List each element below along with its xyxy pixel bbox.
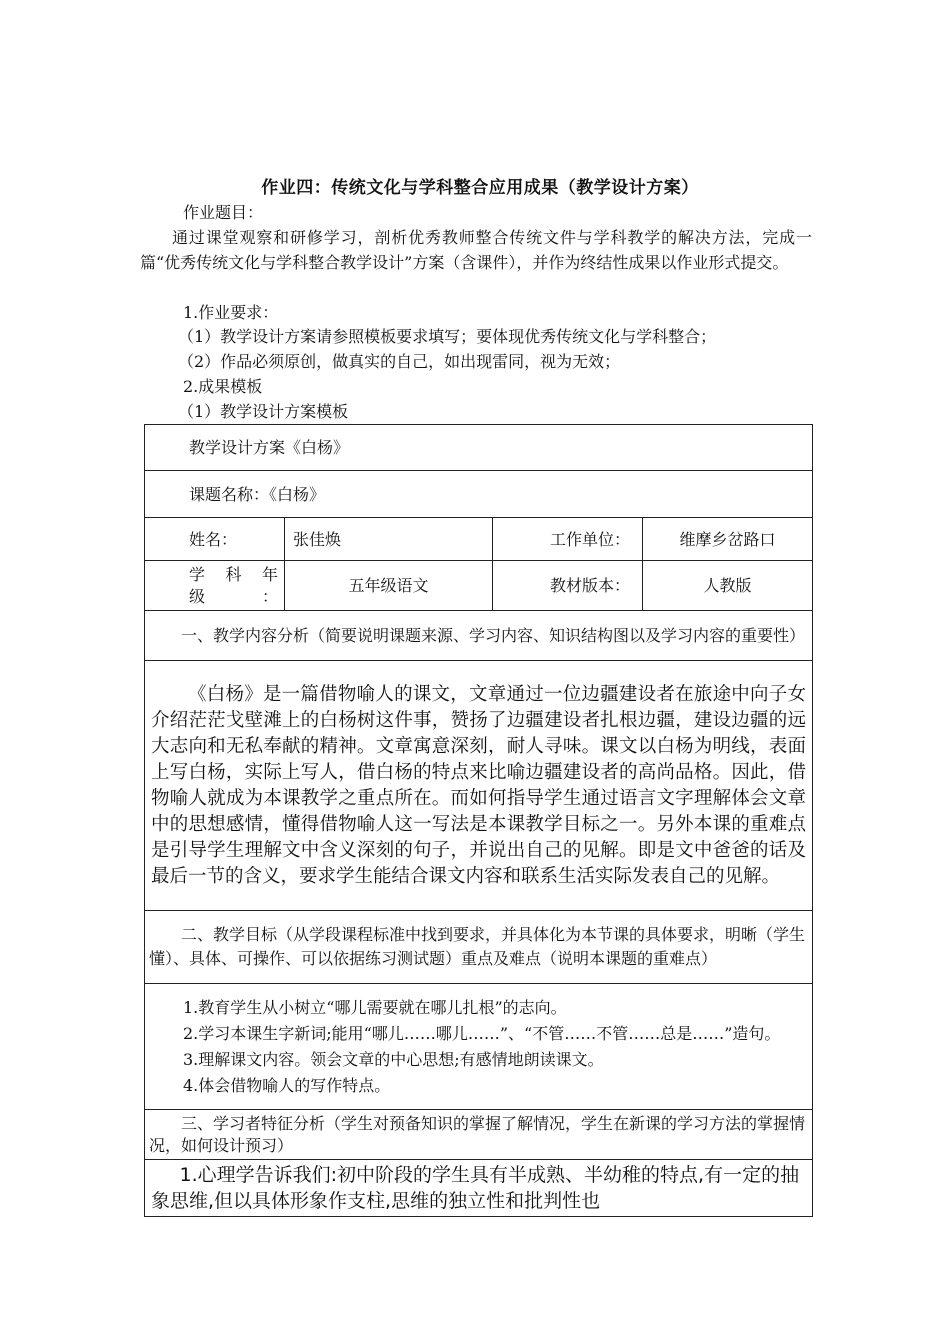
objective-item: 2.学习本课生字新词;能用“哪儿……哪儿……”、“不管……不管……总是……”造句。 bbox=[183, 1023, 781, 1043]
template-heading: 2.成果模板 bbox=[183, 377, 263, 396]
table-row bbox=[145, 984, 813, 1110]
objective-item: 4.体会借物喻人的写作特点。 bbox=[183, 1075, 391, 1095]
section3-heading: 三、学习者特征分析（学生对预备知识的掌握了解情况，学生在新课的学习方法的掌握情况，如何设计预习） bbox=[145, 1110, 813, 1160]
objective-item: 1.教育学生从小树立“哪儿需要就在哪儿扎根”的志向。 bbox=[183, 997, 567, 1017]
table-row bbox=[145, 561, 813, 611]
section3-body: 1.心理学告诉我们:初中阶段的学生具有半成熟、半幼稚的特点,有一定的抽象思维,但以具体形象作支柱,思维的独立性和批判性也 bbox=[145, 1160, 813, 1217]
textbook-edition-value: 人教版 bbox=[643, 561, 813, 611]
teaching-design-table bbox=[144, 424, 813, 1217]
subject-grade-label: 学 科 年 级： bbox=[189, 564, 278, 606]
work-unit-label: 工作单位： bbox=[493, 518, 643, 561]
table-row bbox=[145, 661, 813, 911]
section2-heading: 二、教学目标（从学段课程标准中找到要求，并具体化为本节课的具体要求，明晰（学生懂）、具体、可操作、可以依据练习测试题）重点及难点（说明本课题的重难点） bbox=[145, 911, 813, 984]
name-value: 张佳焕 bbox=[285, 518, 493, 561]
section1-body: 《白杨》是一篇借物喻人的课文，文章通过一位边疆建设者在旅途中向子女介绍茫茫戈壁滩上的白杨树这件事，赞扬了边疆建设者扎根边疆，建设边疆的远大志向和无私奉献的精神。文章寓意深刻，耐人寻味。课文以白杨为明线，表面上写白杨，实际上写人，借白杨的特点来比喻边疆建设者的高尚品格。因此，借物喻人就成为本课教学之重点所在。而如何指导学生通过语言文字理解体会文章中的思想感情，懂得借物喻人这一写法是本课教学目标之一。另外本课的重难点是引导学生理解文中含义深刻的句子，并说出自己的见解。即是文中爸爸的话及最后一节的含义，要求学生能结合课文内容和联系生活实际发表自己的见解。 bbox=[145, 661, 813, 911]
section1-heading: 一、教学内容分析（简要说明课题来源、学习内容、知识结构图以及学习内容的重要性） bbox=[145, 611, 813, 661]
table-row bbox=[145, 425, 813, 471]
assignment-topic-label: 作业题目： bbox=[183, 203, 264, 222]
table-row bbox=[145, 1110, 813, 1160]
table-row bbox=[145, 471, 813, 518]
requirement-item-2: （2）作品必须原创，做真实的自己，如出现雷同，视为无效； bbox=[178, 352, 621, 371]
objective-item: 3.理解课文内容。领会文章的中心思想;有感情地朗读课文。 bbox=[183, 1049, 604, 1069]
requirements-heading: 1.作业要求： bbox=[183, 303, 279, 322]
table-row bbox=[145, 1160, 813, 1217]
design-title-cell: 教学设计方案《白杨》 bbox=[145, 425, 813, 471]
document-title: 作业四：传统文化与学科整合应用成果（教学设计方案） bbox=[261, 178, 699, 198]
work-unit-value: 维摩乡岔路口 bbox=[643, 518, 813, 561]
table-row bbox=[145, 518, 813, 561]
subject-grade-value: 五年级语文 bbox=[285, 561, 493, 611]
textbook-edition-label: 教材版本： bbox=[493, 561, 643, 611]
name-label: 姓名： bbox=[145, 518, 285, 561]
objectives-cell bbox=[145, 984, 813, 1110]
template-subheading: （1）教学设计方案模板 bbox=[178, 402, 349, 421]
requirement-item-1: （1）教学设计方案请参照模板要求填写；要体现优秀传统文化与学科整合； bbox=[178, 327, 717, 346]
lesson-name-cell: 课题名称：《白杨》 bbox=[145, 471, 813, 518]
assignment-intro-paragraph: 通过课堂观察和研修学习，剖析优秀教师整合传统文件与学科教学的解决方法，完成一篇“优秀传统文化与学科整合教学设计”方案（含课件），并作为终结性成果以作业形式提交。 bbox=[140, 228, 812, 272]
subject-grade-label-cell bbox=[145, 561, 285, 611]
table-row bbox=[145, 611, 813, 661]
table-row bbox=[145, 911, 813, 984]
